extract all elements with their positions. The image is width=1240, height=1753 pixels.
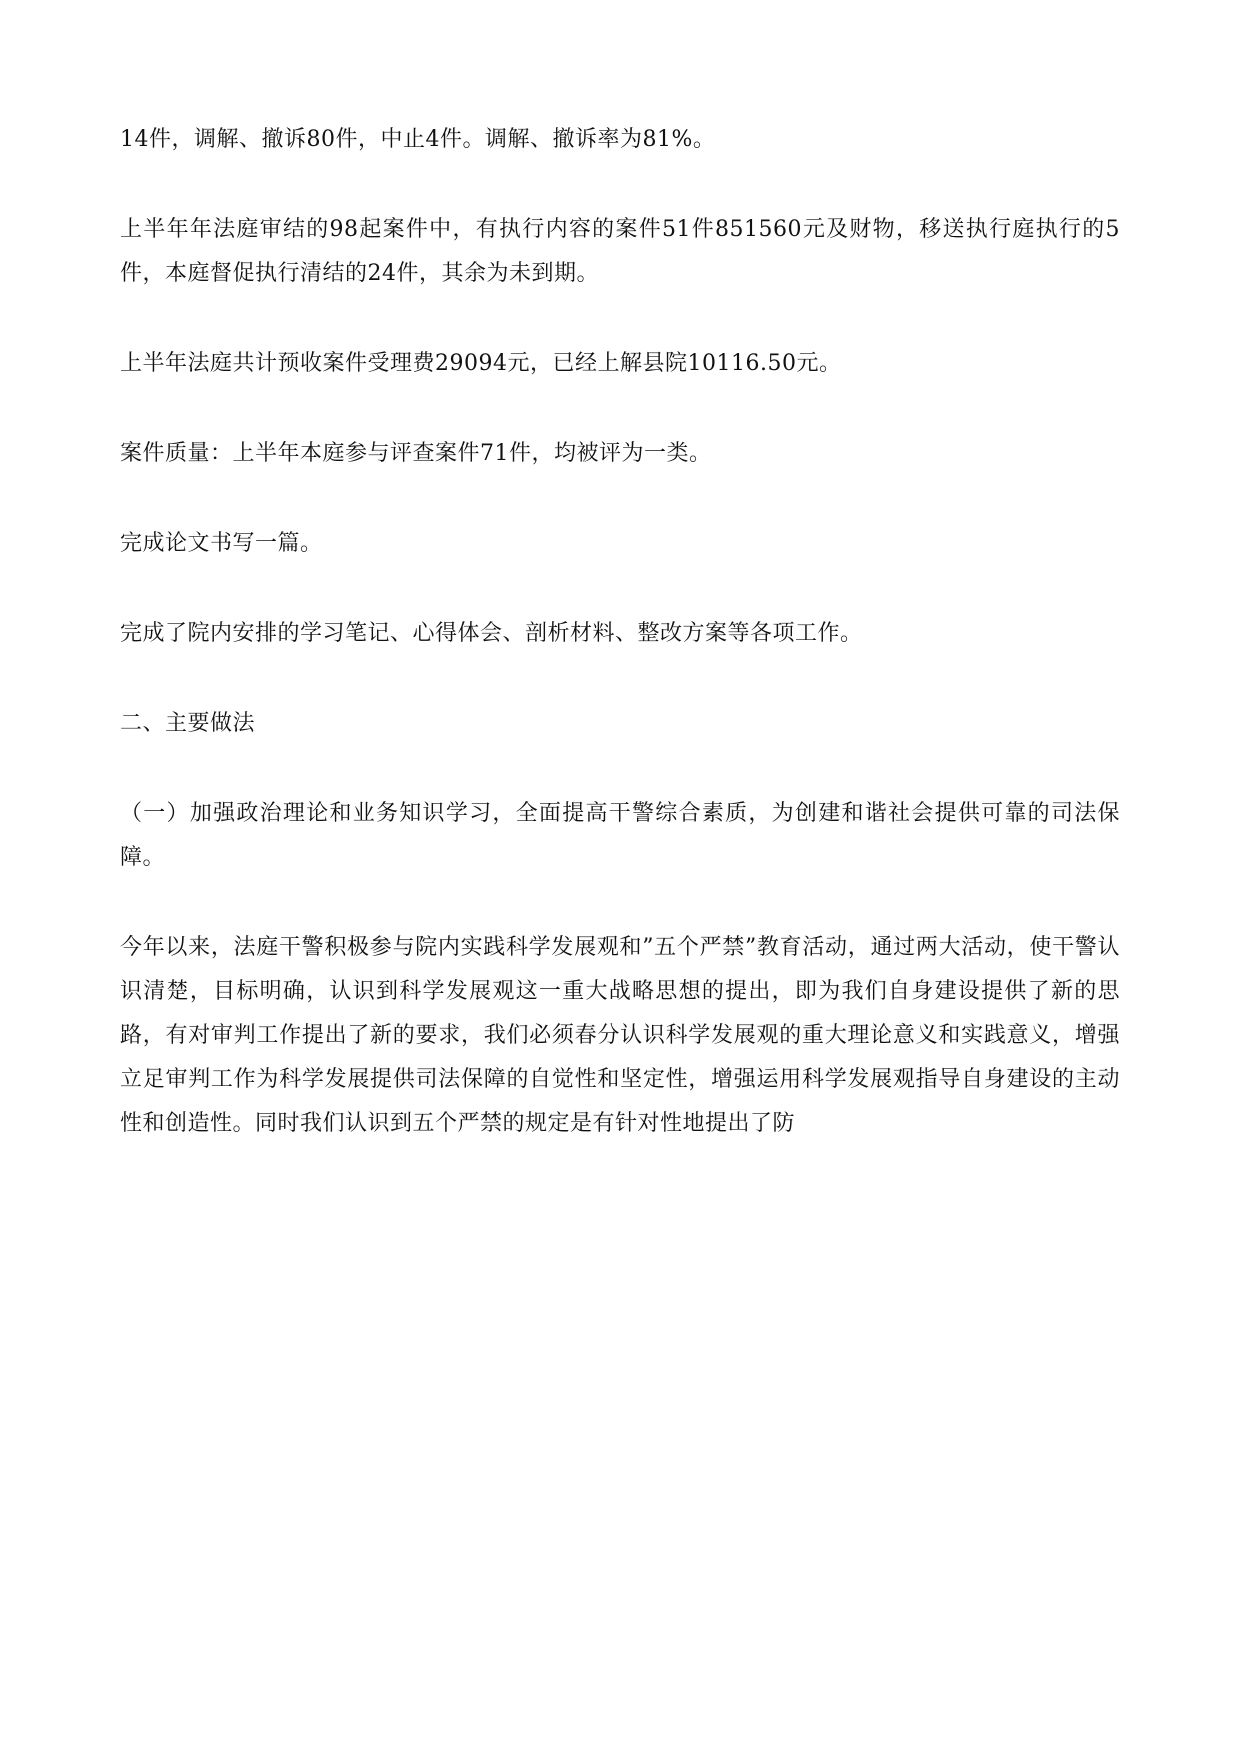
paragraph-case-outcomes: 14件，调解、撤诉80件，中止4件。调解、撤诉率为81%。 [120,127,716,152]
paragraph-thesis: 完成论文书写一篇。 [120,531,323,556]
paragraph-activities: 今年以来，法庭干警积极参与院内实践科学发展观和”五个严禁”教育活动，通过两大活动，使干警认识清楚，目标明确，认识到科学发展观这一重大战略思想的提出，即为我们自身建设提供了新的思路，有对审判工作提出了新的要求，我们必须春分认识科学发展观的重大理论意义和实践意义，增强立足审判工作为科学发展提供司法保障的自觉性和坚定性，增强运用科学发展观指导自身建设的主动性和创造性。同时我们认识到五个严禁的规定是有针对性地提出了防 [120,935,1120,1136]
document-body [120,118,1120,1146]
subsection-heading: （一）加强政治理论和业务知识学习，全面提高干警综合素质，为创建和谐社会提供可靠的司法保障。 [120,801,1120,870]
paragraph-case-quality: 案件质量：上半年本庭参与评查案件71件，均被评为一类。 [120,441,712,466]
section-heading: 二、主要做法 [120,711,256,736]
paragraph-execution-stats: 上半年年法庭审结的98起案件中，有执行内容的案件51件851560元及财物，移送执行庭执行的5件，本庭督促执行清结的24件，其余为未到期。 [120,217,1120,286]
paragraph-study-work: 完成了院内安排的学习笔记、心得体会、剖析材料、整改方案等各项工作。 [120,621,863,646]
paragraph-fees: 上半年法庭共计预收案件受理费29094元，已经上解县院10116.50元。 [120,351,842,376]
